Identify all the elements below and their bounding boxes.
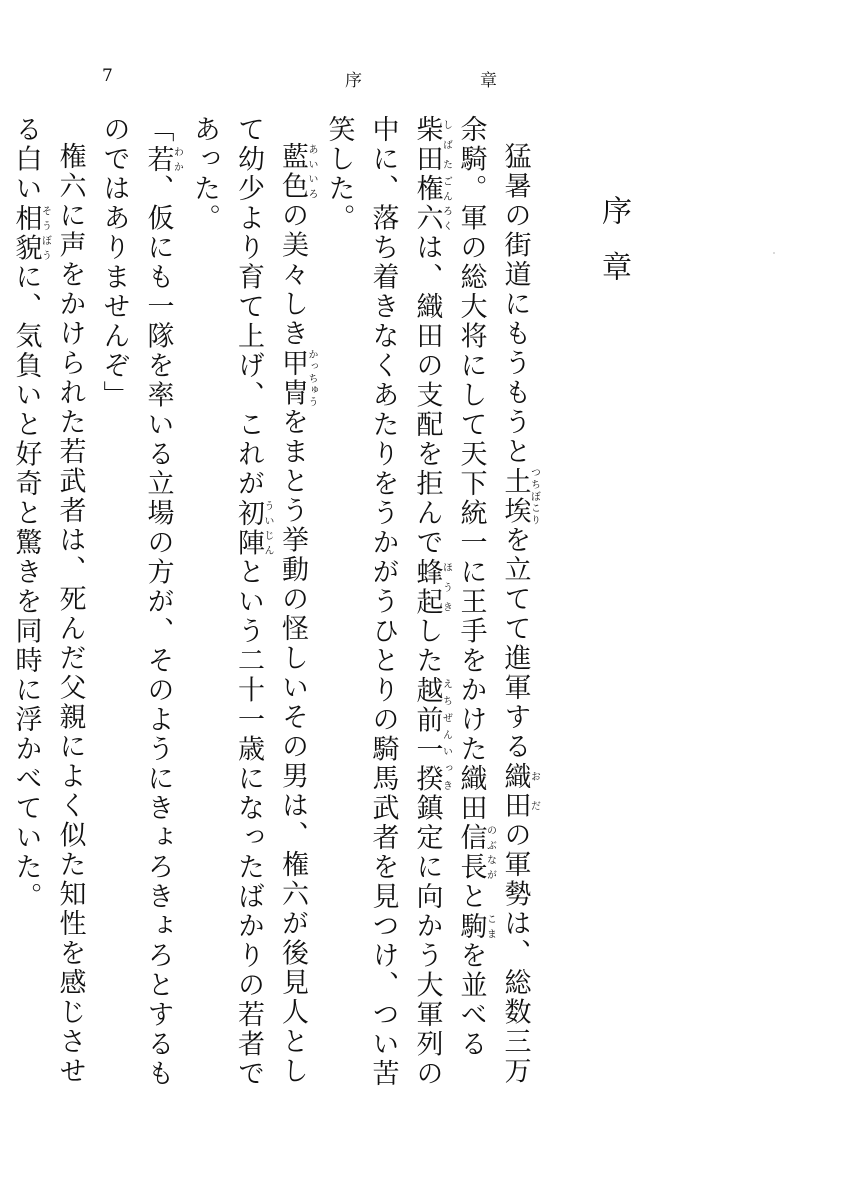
ruby-reading: だ: [528, 791, 540, 821]
text-run: 鎮定に向かう大軍列の中に、落ち着きなくあたりをうかがうひとりの騎馬武者を見つけ、つい苦笑した。: [323, 115, 443, 1089]
text-run: した: [411, 616, 443, 676]
dialogue-line: [92, 115, 183, 1115]
ruby-base: 蜂起: [411, 557, 443, 617]
ruby-word: [277, 348, 317, 408]
ruby-word: [411, 675, 452, 794]
ruby-reading: ほうき: [440, 557, 452, 617]
ruby-base: 藍色: [277, 142, 308, 201]
text-run: 「: [142, 115, 174, 145]
ruby-word: [455, 823, 496, 882]
text-run: に、気負いと好奇と驚きを同時に浮かべていた。: [10, 262, 42, 912]
ruby-reading: かっちゅう: [306, 348, 317, 408]
ruby-reading: こま: [484, 911, 496, 941]
ruby-reading: つちぼこり: [528, 466, 540, 526]
chapter-title: 序章: [596, 195, 631, 307]
page-header: [0, 66, 841, 96]
ruby-reading: えちぜんいっき: [440, 675, 452, 794]
text-run: をまとう挙動の怪しいその男は、権六が後見人として幼少より育て上げ、これが: [233, 115, 308, 1086]
ruby-word: [411, 557, 452, 617]
ruby-base: 相貌: [10, 203, 42, 263]
text-run: を立てて進軍する: [499, 525, 531, 762]
body-paragraph: [317, 115, 540, 1115]
ruby-word: [411, 174, 452, 233]
text-run: は、織田の支配を拒んで: [411, 233, 443, 558]
ruby-reading: ういじん: [262, 498, 273, 558]
ruby-base: 織: [499, 761, 531, 791]
ruby-base: 権六: [411, 174, 443, 233]
margin-dot: [773, 252, 775, 254]
text-run: を並べる: [455, 941, 487, 1059]
ruby-reading: わか: [171, 144, 183, 174]
text-run: の美々しき: [277, 201, 308, 349]
ruby-reading: しばた: [440, 115, 452, 174]
text-run: 猛暑の街道にもうもうと: [499, 142, 531, 467]
ruby-base: 甲冑: [277, 348, 308, 408]
body-paragraph: [4, 115, 92, 1115]
ruby-word: [499, 466, 540, 526]
ruby-reading: そうぼう: [39, 203, 51, 263]
ruby-base: 初陣: [233, 498, 264, 558]
ruby-base: 柴田: [411, 115, 443, 174]
ruby-base: 越前一揆: [411, 675, 443, 794]
body-paragraph: [182, 115, 317, 1115]
ruby-base: 若: [142, 144, 174, 174]
ruby-reading: あいいろ: [306, 142, 317, 201]
ruby-word: [10, 203, 51, 263]
ruby-word: [233, 498, 273, 558]
dialogue-line: [0, 115, 4, 1115]
text-run: 権六に声をかけられた若武者は、死んだ父親によく似た知性を感じさせる白い: [10, 115, 86, 1086]
ruby-base: 土埃: [499, 466, 531, 526]
vertical-text-block: [10, 115, 693, 1115]
ruby-base: 駒: [455, 911, 487, 941]
ruby-base: 信長: [455, 823, 487, 882]
ruby-word: [499, 761, 540, 792]
text-run: と: [455, 882, 487, 912]
ruby-word: [499, 791, 540, 821]
text-run: 、仮にも一隊を率いる立場の方が、そのようにきょろきょろとするものではありませんぞ」: [98, 115, 174, 1089]
ruby-reading: お: [528, 761, 540, 791]
ruby-word: [455, 911, 496, 942]
ruby-reading: のぶなが: [484, 823, 496, 882]
ruby-word: [142, 144, 183, 175]
running-head: 序章: [345, 71, 615, 91]
ruby-word: [277, 142, 317, 201]
text-run: の軍勢は、総数三万余騎。軍の総大将にして天下統一に王手をかけた織田: [455, 115, 531, 1086]
ruby-base: 田: [499, 791, 531, 821]
ruby-reading: ごんろく: [440, 174, 452, 233]
text-run: という二十一歳になったばかりの若者であった。: [189, 115, 264, 1089]
ruby-word: [411, 115, 452, 174]
page-number: 7: [102, 66, 113, 86]
